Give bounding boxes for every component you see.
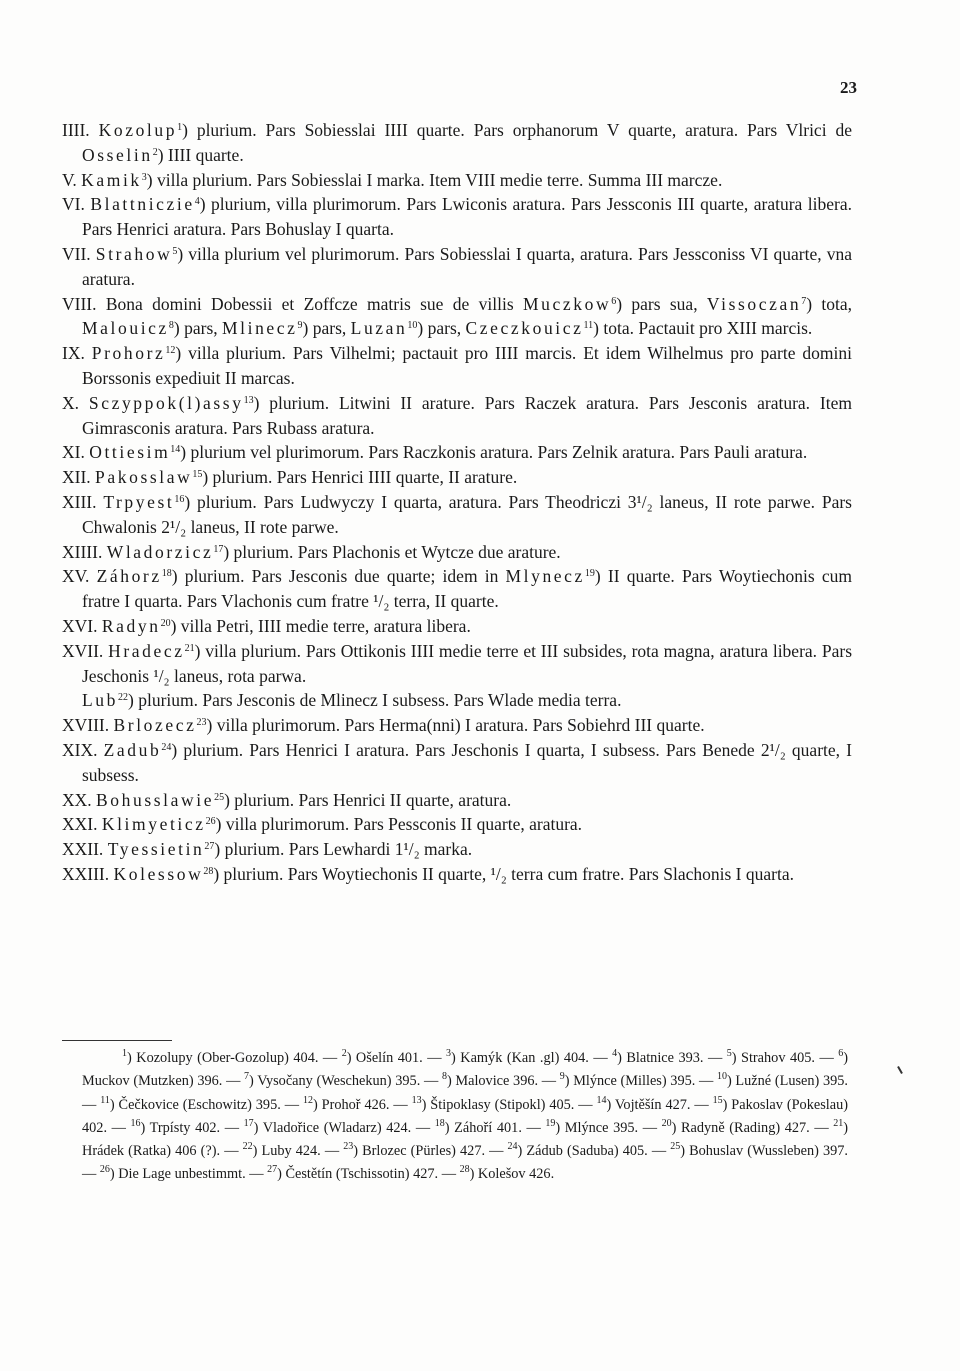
entry-number: XII. (62, 467, 91, 488)
place-name: Radyn (101, 615, 161, 636)
entry (62, 564, 852, 614)
footnote-text: ) Pakoslav (Pokeslau) 402. — (82, 1096, 848, 1136)
footnote-number: 4 (612, 1048, 618, 1059)
footnote-number: 19 (545, 1117, 556, 1129)
entry-text: ) plurium. Pars Henrici IIII quarte, II arature. (202, 467, 518, 488)
place-name: Hradecz (108, 640, 185, 661)
entry (62, 738, 852, 788)
footnote-number: 17 (243, 1117, 254, 1129)
place-name: Pakosslaw (95, 467, 193, 488)
entry-text: ) plurium. Pars Woytiechonis II quarte, ¹/₂ terra cum fratre. Pars Slachonis I quarta. (213, 863, 794, 884)
entry-text: ) pars sua, (616, 293, 707, 314)
entry (62, 788, 852, 813)
place-name: Wladorzicz (106, 541, 214, 562)
place-name: Vissoczan (706, 293, 802, 314)
entry-text: ) plurium. Litwini II arature. Pars Raczek aratura. Pars Jesconis aratura. Item Gimrasconis aratura. Pars Rubass aratura. (82, 392, 852, 438)
footnote-number: 22 (242, 1141, 253, 1153)
entry (62, 168, 852, 193)
entry-text: ) plurium. Pars Jesconis due quarte; idem in (171, 566, 506, 587)
footnote-text: ) Brlozec (Pürles) 427. — (353, 1143, 508, 1160)
footnote-ref: 17 (213, 543, 224, 555)
entry-text: ) pars, (173, 318, 222, 339)
footnote-number: 14 (596, 1094, 607, 1106)
footnote-number: 24 (507, 1141, 518, 1153)
footnote-text: ) Luby 424. — (252, 1143, 344, 1160)
entry-number: X. (62, 392, 80, 413)
footnote-ref: 14 (170, 444, 181, 456)
footnote-ref: 19 (584, 568, 595, 580)
entry-text: ) pars, (417, 318, 466, 339)
entry-number: XIIII. (62, 541, 103, 562)
footnote-ref: 27 (204, 841, 215, 853)
footnote-ref: 13 (243, 394, 254, 406)
entry-text: ) villa plurium. Pars Vilhelmi; pactauit pro IIII marcis. Et idem Wilhelmus pro parte domini Borssonis expediuit II marcas. (82, 343, 853, 388)
footnote-number: 6 (838, 1048, 844, 1059)
entry (62, 540, 852, 565)
footnote-ref: 20 (160, 617, 171, 629)
footnote-text: ) Trpísty 402. — (140, 1119, 244, 1136)
entry-text: Bona domini Dobessii et Zoffcze matris sue de villis (105, 293, 524, 314)
entry-number: XXIII. (62, 863, 110, 884)
footnote-number: 8 (441, 1071, 447, 1083)
footnote-text: ) Čečkovice (Eschowitz) 395. — (109, 1096, 303, 1113)
footnote-text: ) Čestětín (Tschissotin) 427. — (277, 1166, 460, 1183)
footnote-text: ) Blatnice 393. — (617, 1050, 727, 1066)
entry-number: IX. (62, 343, 85, 364)
footnote-ref: 7 (801, 295, 807, 307)
place-name: Záhorz (96, 566, 162, 587)
footnote-number: 21 (833, 1117, 844, 1129)
place-name: Mlynecz (505, 566, 585, 587)
footnote-number: 23 (343, 1141, 354, 1153)
footnote-text: ) Die Lage unbestimmt. — (109, 1166, 268, 1183)
footnote-text: ) Zádub (Saduba) 405. — (517, 1143, 671, 1160)
entry-number: XIII. (62, 491, 97, 512)
page-number: 23 (840, 78, 857, 97)
entry-text: ) plurium. Pars Henrici I aratura. Pars Jeschonis I quarta, I subsess. Pars Benede 2¹/₂ quarte, I subsess. (82, 739, 853, 785)
entry-text: ) plurium. Pars Henrici II quarte, aratura. (224, 789, 512, 810)
footnote-text: ) Lužné (Lusen) 395. — (82, 1073, 848, 1113)
entry-number: XVI. (62, 615, 98, 636)
entry-text: ) plurium. Pars Sobiesslai IIII quarte. Pars orphanorum V quarte, aratura. Pars Vlrici de (182, 120, 852, 140)
place-name: Luzan (350, 318, 408, 339)
footnote-text: ) Prohoř 426. — (312, 1096, 412, 1113)
place-name: Zadub (103, 739, 162, 760)
footnote-ref: 8 (168, 320, 174, 332)
entry-number: XVIII. (62, 715, 110, 736)
footnote-number: 12 (302, 1094, 313, 1106)
footnote-ref: 28 (203, 865, 214, 877)
entry (62, 837, 852, 862)
entry (62, 391, 852, 441)
place-name: Czeczkouicz (465, 318, 584, 339)
entry-text: ) plurium. Pars Jesconis de Mlinecz I subsess. Pars Wlade media terra. (128, 690, 622, 711)
footnotes (82, 1047, 848, 1187)
footnote-text: ) Strahov 405. — (731, 1050, 839, 1066)
footnote-text: ) Hrádek (Ratka) 406 (?). — (82, 1119, 849, 1160)
entry-number: XIX. (62, 739, 98, 760)
footnote-ref: 4 (194, 196, 200, 208)
footnote-number: 18 (434, 1117, 445, 1129)
footnote-ref: 18 (161, 568, 172, 580)
entry (62, 862, 852, 887)
footnote-text: ) Ošelín 401. — (346, 1050, 447, 1066)
main-text (62, 118, 852, 887)
footnote-number: 11 (100, 1094, 110, 1106)
footnote-ref: 1 (177, 122, 183, 133)
footnote-text: ) Radyně (Rading) 427. — (671, 1119, 834, 1136)
footnote-ref: 24 (161, 741, 172, 753)
footnote-number: 15 (712, 1094, 723, 1106)
entry (62, 242, 852, 292)
place-name: Kamik (81, 169, 142, 190)
entry (62, 812, 852, 837)
footnote-ref: 9 (297, 320, 303, 332)
entry-text: ) II quarte. Pars Woytiechonis cum fratre I quarta. Pars Vlachonis cum fratre ¹/₂ terra, II quarte. (82, 566, 852, 612)
footnote-text: ) Vojtěšín 427. — (606, 1096, 713, 1113)
entry (62, 292, 852, 342)
entry (62, 639, 852, 689)
footnote-text: ) Vladořice (Wladarz) 424. — (253, 1119, 435, 1136)
entry-number: XXI. (62, 814, 98, 835)
entry (62, 465, 852, 490)
entry (62, 440, 852, 465)
entry (62, 713, 852, 738)
entry-text: ) villa plurium. Pars Sobiesslai I marka. Item VIII medie terre. Summa III marcze. (146, 169, 723, 190)
footnote-number: 3 (446, 1048, 452, 1059)
place-name: Tyessietin (107, 839, 205, 860)
place-name: Kolessow (113, 863, 204, 884)
entry-text: ) villa plurium vel plurimorum. Pars Sobiesslai I quarta, aratura. Pars Jessconiss VI quarte, vna aratura. (82, 243, 853, 289)
footnote-text: ) Bohuslav (Wussleben) 397. — (82, 1143, 848, 1183)
footnote-text: ) Štipoklasy (Stipokl) 405. — (421, 1096, 597, 1113)
entry-text: ) villa Petri, IIII medie terre, aratura libera. (170, 615, 471, 636)
footnote-ref: 2 (152, 146, 158, 158)
footnote-number: 16 (130, 1117, 141, 1129)
entry (62, 118, 852, 168)
place-name: Osselin (82, 144, 153, 165)
footnote-ref: 16 (174, 493, 185, 505)
footnote-number: 20 (661, 1117, 672, 1129)
footnote-number: 9 (559, 1071, 565, 1083)
footnote-ref: 5 (172, 245, 178, 257)
footnote-text: ) Mlýnce 395. — (555, 1119, 662, 1136)
place-name: Lub (82, 690, 118, 711)
entry-text: ) plurium. Pars Plachonis et Wytcze due arature. (223, 541, 561, 562)
footnote-number: 10 (716, 1071, 727, 1083)
footnote-number: 25 (670, 1141, 681, 1153)
entry-text: ) pars, (302, 318, 351, 339)
footnote-text: ) Muckov (Mutzken) 396. — (82, 1050, 848, 1090)
footnote-number: 2 (341, 1048, 347, 1059)
place-name: Blattniczie (90, 194, 195, 215)
footnote-ref: 25 (214, 791, 225, 803)
entry-number: XI. (62, 442, 85, 463)
footnote-ref: 12 (165, 345, 176, 357)
entry-text: ) tota. Pactauit pro XIII marcis. (593, 318, 813, 339)
entry-text: ) tota, (806, 293, 852, 314)
footnote-text: ) Kolešov 426. (469, 1166, 555, 1183)
entry-number: VII. (62, 243, 91, 264)
footnote-number: 13 (411, 1094, 422, 1106)
entry-text: ) plurium vel plurimorum. Pars Raczkonis aratura. Pars Zelnik aratura. Pars Pauli aratura. (180, 442, 808, 463)
place-name: Muczkow (523, 293, 612, 314)
entry-text: ) villa plurium. Pars Ottikonis IIII medie terre et III subsides, rota magna, aratura libera. Pars Jeschonis ¹/₂ laneus, rota parwa. (82, 640, 853, 686)
margin-mark (897, 1066, 903, 1074)
footnote-ref: 22 (118, 692, 128, 704)
place-name: Sczyppok(l)assy (88, 392, 244, 413)
entry-text: ) plurium. Pars Ludwyczy I quarta, aratura. Pars Theodriczi 3¹/₂ laneus, II rote parwe. Pars Chwalonis 2¹/₂ laneus, II rote parwe. (82, 491, 852, 537)
entry-number: XVII. (62, 640, 104, 661)
place-name: Ottiesim (89, 442, 171, 463)
footnote-ref: 3 (141, 171, 147, 183)
footnote-text: ) Malovice 396. — (446, 1073, 560, 1090)
footnote-text: ) Mlýnce (Milles) 395. — (564, 1073, 717, 1090)
footnote-ref: 6 (611, 295, 617, 307)
entry (62, 614, 852, 639)
footnote-text: ) Kozolupy (Ober-Gozolup) 404. — (127, 1050, 342, 1066)
entry-text: ) IIII quarte. (157, 144, 244, 165)
place-name: Kozolup (98, 120, 178, 140)
footnote-ref: 15 (192, 469, 203, 481)
place-name: Brlozecz (113, 715, 197, 736)
footnote-ref: 23 (196, 717, 207, 729)
entry-text: ) plurium, villa plurimorum. Pars Lwiconis aratura. Pars Jessconis III quarte, aratura libera. Pars Henrici aratura. Pars Bohuslay I quarta. (82, 194, 852, 240)
footnote-number: 26 (99, 1164, 110, 1176)
place-name: Malouicz (82, 318, 169, 339)
entry-number: VIII. (62, 293, 97, 314)
footnote-number: 5 (726, 1048, 732, 1059)
footnote-ref: 10 (407, 320, 418, 332)
entry-text: ) villa plurimorum. Pars Herma(nni) I aratura. Pars Sobiehrd III quarte. (206, 715, 705, 736)
entry-number: IIII. (62, 120, 90, 140)
entry-text: ) villa plurimorum. Pars Pessconis II quarte, aratura. (215, 814, 583, 835)
footnote-text: ) Záhoří 401. — (444, 1119, 546, 1136)
entry (62, 341, 852, 391)
footnote-ref: 11 (583, 320, 594, 332)
footnote-ref: 26 (205, 816, 216, 828)
place-name: Trpyest (103, 491, 175, 512)
place-name: Mlinecz (222, 318, 298, 339)
footnote-number: 28 (459, 1164, 470, 1176)
footnote-text: ) Vysočany (Weschekun) 395. — (249, 1073, 442, 1090)
entry (62, 192, 852, 242)
entry-number: VI. (62, 194, 85, 215)
place-name: Bohusslawie (96, 789, 215, 810)
entry-number: V. (62, 169, 77, 190)
entry-number: XV. (62, 566, 90, 587)
footnote-number: 1 (122, 1048, 127, 1059)
entry-text: ) plurium. Pars Lewhardi 1¹/₂ marka. (214, 839, 473, 860)
place-name: Strahow (95, 243, 173, 264)
footnote-block (82, 1047, 848, 1187)
footnote-number: 7 (244, 1071, 250, 1083)
footnote-text: ) Kamýk (Kan .gl) 404. — (451, 1050, 613, 1066)
footnote-ref: 21 (184, 642, 195, 654)
entry (62, 688, 852, 713)
footnote-number: 27 (267, 1164, 278, 1176)
place-name: Klimyeticz (101, 814, 206, 835)
entry-number: XX. (62, 789, 92, 810)
entry-number: XXII. (62, 839, 104, 860)
place-name: Prohorz (91, 343, 166, 364)
entry (62, 490, 852, 540)
footnote-divider (62, 1040, 172, 1041)
